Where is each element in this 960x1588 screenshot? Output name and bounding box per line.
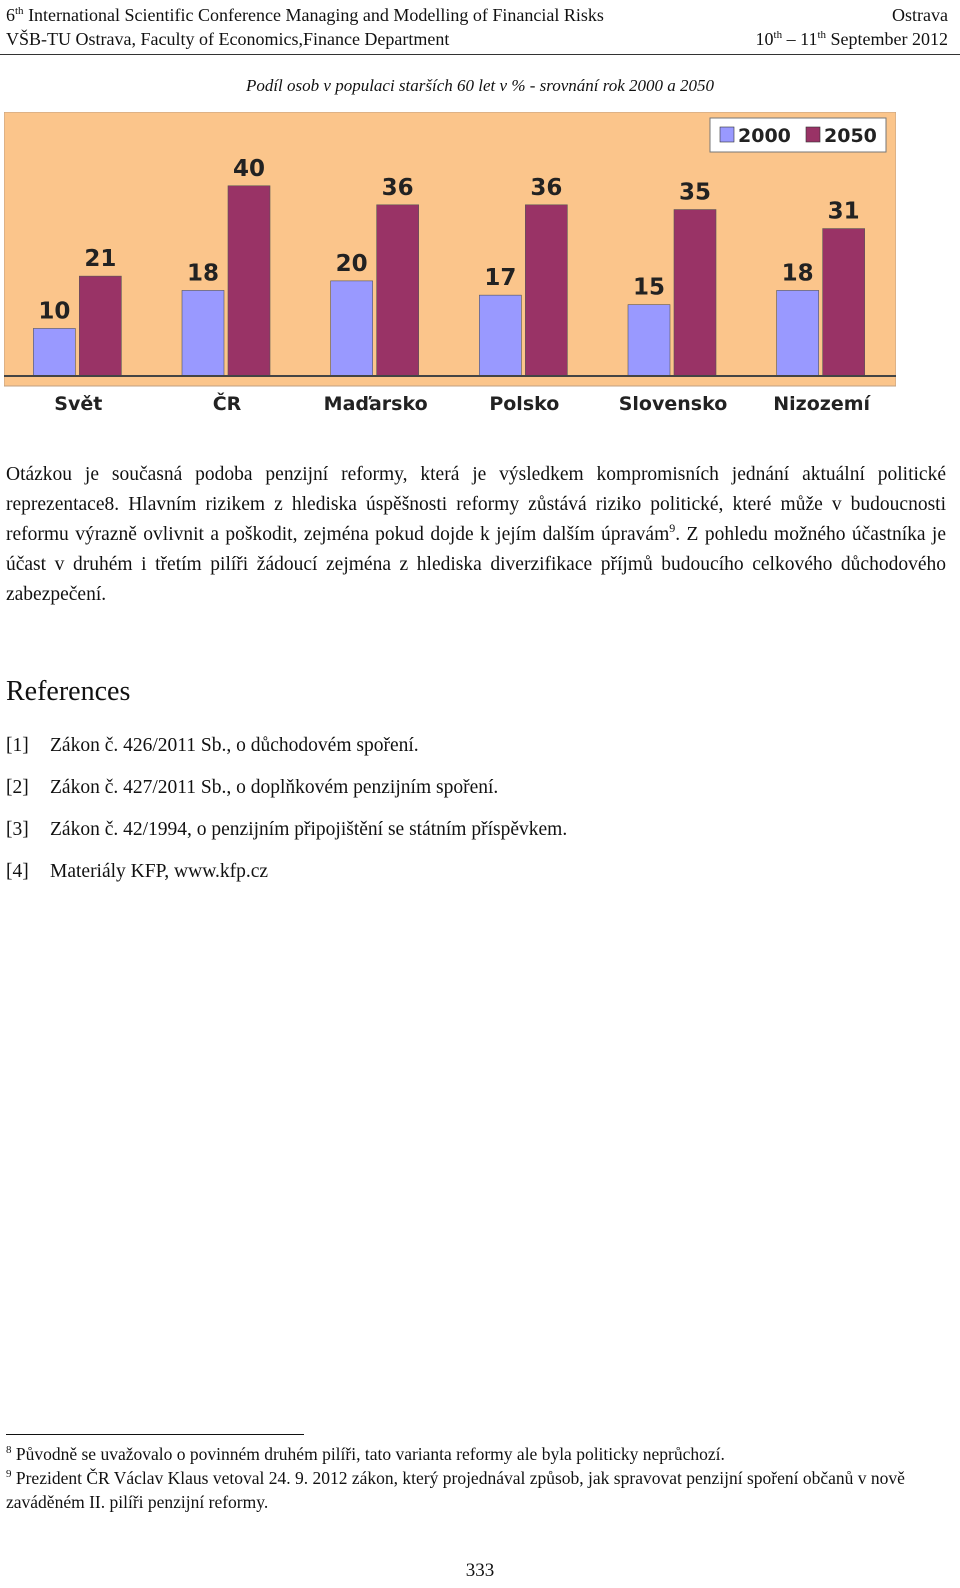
running-header-line-1 xyxy=(6,4,948,26)
reference-text: Zákon č. 42/1994, o penzijním připojištění se státním příspěvkem. xyxy=(50,819,568,840)
footnotes xyxy=(6,1442,950,1514)
conference-city: Ostrava xyxy=(892,5,948,25)
legend-label: 2050 xyxy=(824,125,877,147)
header-rule xyxy=(0,54,960,55)
data-label: 20 xyxy=(335,250,368,277)
conference-organizer: VŠB-TU Ostrava, Faculty of Economics,Finance Department xyxy=(6,29,450,49)
date-day-1: 10 xyxy=(755,29,774,49)
category-label: ČR xyxy=(212,393,242,415)
category-label: Nizozemí xyxy=(773,393,871,415)
body-paragraph xyxy=(6,460,946,610)
reference-number: [3] xyxy=(6,819,29,840)
category-label: Svět xyxy=(54,393,103,415)
legend-swatch xyxy=(806,127,820,142)
bar-2050 xyxy=(377,205,419,376)
bar-2050 xyxy=(228,186,270,376)
reference-item xyxy=(6,732,567,774)
paragraph-text-1: Otázkou je současná podoba penzijní reformy, která je výsledkem kompromisních jednání aktuální politické reprezentace8. Hlavním rizikem z hlediska úspěšnosti reformy zůstává riziko politické, které může v budoucnosti reformu výrazně ovlivnit a poškodit, zejména pokud dojde k jejím dalším úpravám xyxy=(6,464,946,545)
conference-ordinal: 6 xyxy=(6,5,15,25)
reference-text: Zákon č. 427/2011 Sb., o doplňkovém penzijním spoření. xyxy=(50,777,499,798)
footnote-mark: 8 xyxy=(6,1444,12,1456)
bar-2000 xyxy=(331,281,373,376)
data-label: 18 xyxy=(186,260,220,287)
data-label: 18 xyxy=(781,260,814,287)
legend-label: 2000 xyxy=(738,125,791,147)
data-label: 35 xyxy=(678,179,712,206)
reference-number: [4] xyxy=(6,861,29,882)
paragraph-text-2: . Z pohledu možného účastníka je účast v druhém i třetím pilíři žádoucí zejména z hlediska diverzifikace příjmů budoucího celkového důchodového zabezpečení. xyxy=(6,524,946,605)
reference-item xyxy=(6,774,567,816)
bar-2000 xyxy=(628,305,670,376)
data-label: 31 xyxy=(827,198,860,225)
bar-2000 xyxy=(479,295,521,376)
date-day-2: 11 xyxy=(800,29,818,49)
footnote-ref-9: 9 xyxy=(669,521,676,535)
footnote-text: Původně se uvažovalo o povinném druhém pilíři, tato varianta reformy ale byla politicky neprůchozí. xyxy=(11,1444,725,1464)
bar-2000 xyxy=(777,290,819,376)
bar-2000 xyxy=(33,328,75,376)
data-label: 36 xyxy=(381,174,414,201)
reference-text: Materiály KFP, www.kfp.cz xyxy=(50,861,269,882)
date-dash: – xyxy=(782,29,801,49)
date-day-1-suffix: th xyxy=(773,29,783,41)
bar-2050 xyxy=(79,276,121,376)
category-label: Slovensko xyxy=(618,393,728,415)
category-label: Polsko xyxy=(489,393,560,415)
data-label: 15 xyxy=(632,274,666,301)
reference-number: [1] xyxy=(6,735,29,756)
data-label: 40 xyxy=(232,155,266,182)
plot-area xyxy=(4,112,896,386)
figure-caption: Podíl osob v populaci starších 60 let v % - srovnání rok 2000 a 2050 xyxy=(245,76,715,95)
references-heading: References xyxy=(6,676,131,707)
page-number: 333 xyxy=(465,1560,495,1581)
bar-2000 xyxy=(182,290,224,376)
reference-text: Zákon č. 426/2011 Sb., o důchodovém spoření. xyxy=(50,735,419,756)
date-month-year: September 2012 xyxy=(826,29,948,49)
conference-title: International Scientific Conference Managing and Modelling of Financial Risks xyxy=(23,5,604,25)
date-day-2-suffix: th xyxy=(817,29,827,41)
bar-2050 xyxy=(823,229,865,376)
category-label: Maďarsko xyxy=(323,393,428,415)
conference-dates xyxy=(756,28,948,50)
footnote-9 xyxy=(6,1466,950,1514)
data-label: 21 xyxy=(84,246,117,273)
bar-chart xyxy=(4,112,896,424)
legend-swatch xyxy=(720,127,734,142)
ordinal-suffix: th xyxy=(15,5,24,17)
running-header-line-2 xyxy=(6,28,948,50)
data-label: 10 xyxy=(38,298,71,325)
reference-item xyxy=(6,816,567,858)
bar-2050 xyxy=(674,210,716,376)
footnote-mark: 9 xyxy=(6,1468,12,1480)
footnote-8 xyxy=(6,1442,950,1466)
bar-2050 xyxy=(525,205,567,376)
reference-number: [2] xyxy=(6,777,29,798)
footnote-rule xyxy=(6,1434,304,1435)
references-list xyxy=(6,732,567,900)
reference-item xyxy=(6,858,567,900)
footnote-text: Prezident ČR Václav Klaus vetoval 24. 9. 2012 zákon, který projednával způsob, jak spravovat penzijní spoření občanů v nově zaváděném II. pilíři penzijní reformy. xyxy=(6,1468,905,1512)
data-label: 17 xyxy=(484,265,517,292)
data-label: 36 xyxy=(530,174,563,201)
